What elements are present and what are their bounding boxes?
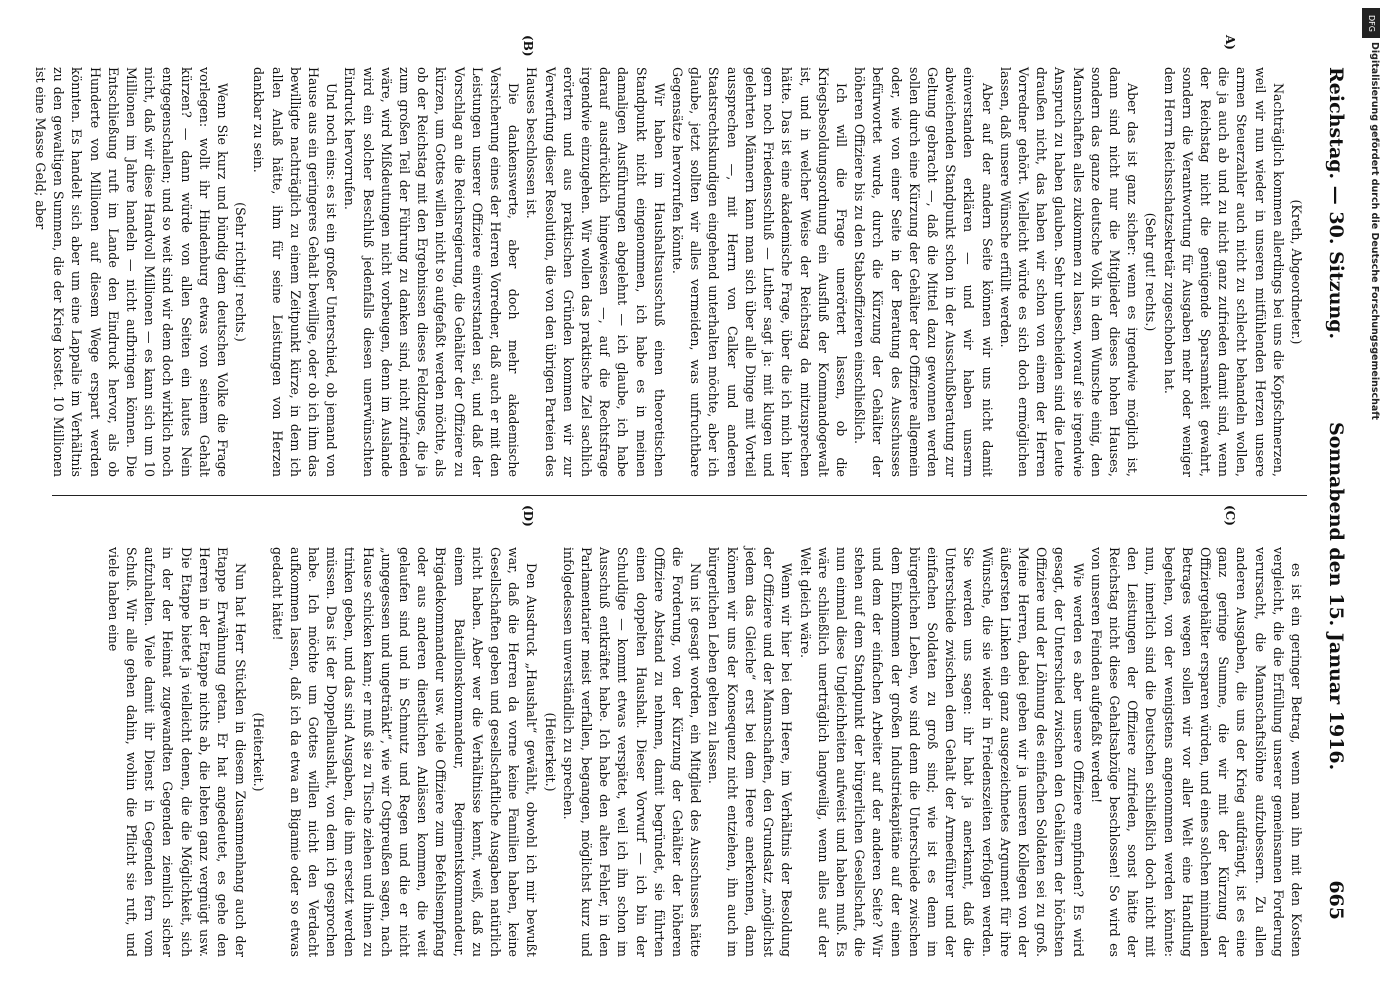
dfg-logo: DFG [1362, 8, 1380, 38]
paragraph: Wenn wir hier bei dem Heere, im Verhältnis der Besoldung der Offiziere und der Mannschaften, den Grundsatz „möglichst jedem das Gleiche“ erst bei dem Heere anerkennen, dann können wir uns der Konsequenz nicht entziehen, ihn auch im bürgerlichen Leben gelten zu lassen. [706, 547, 795, 957]
paragraph: Nun hat Herr Stücklen in diesem Zusammenhang auch der Etappe Erwähnung getan. Er hat angedeutet, es gehe den Herren in der Etappe nichts ab, die lebten ganz vergnügt usw. Die Etappe bietet ja vielleicht denen, die die Möglichkeit, sich in der der Heimat zugewandten Gegenden ziemlich sicher aufzuhalten. Viele damit ihr Dienst in Gegenden fern vom Schuß. Wir alle gehen dahin, wohin die Pflicht sie ruft, und viele haben eine [105, 547, 249, 957]
margin-marker-a: A) [1223, 35, 1237, 50]
paragraph: Aber auf der andern Seite können wir uns nicht damit einverstanden erklären — und wir haben unserm abweichenden Standpunkt schon in der Ausschußberatung zur Geltung gebracht —, daß die Mittel dazu gewonnen werden sollen durch eine Kürzung der Gehälter der Offiziere allgemein oder, wie von einer Seite in der Beratung des Ausschusses befürwortet wurde, durch die Kürzung der Gehälter der höheren Offiziere bis zu den Stabsoffizieren einschließlich. [852, 67, 995, 477]
rotated-newspaper-page [32, 27, 1355, 972]
paragraph: Ich will die Frage unerörtert lassen, ob die Kriegsbesoldungsordnung ein Ausfluß der Kommandogewalt ist, und in welcher Weise der Reichstag da mitzusprechen hätte. Das ist eine akademische Frage, über die ich mich hier gern noch Friedensschluß — Luther sagt ja: mit klugen und gelehrten Männern kann man sich über alle Dinge mit Vorteil aussprechen —, mit Herrn von Calker und anderen Staatsrechtskundigen eingehend unterhalten möchte, aber ich glaube, jetzt sollten wir alles vermeiden, was unfruchtbare Gegensätze hervorrufen könnte. [670, 67, 849, 477]
header-date: Sonnabend den 15. Januar 1916. [1325, 422, 1347, 771]
page-header [1315, 27, 1355, 972]
paragraph: Die dankenswerte, aber doch mehr akademische Versicherung eines der Herren Vorredner, daß auch er mit den Leistungen unserer Offiziere einverstanden sei, und daß der Vorschlag an die Reichsregierung, die Gehälter der Offiziere zu kürzen, um Gottes willen nicht so aufgefaßt werden möchte, als ob der Reichstag mit den Ergebnissen dieses Feldzuges, die ja zum großen Teil der Führung zu danken sind, nicht zufrieden wäre, wird Mißdeutungen nicht vorbeugen, denn im Auslande wird ein solcher Beschluß jedenfalls diesen unerwünschten Eindruck hervorrufen. [342, 67, 522, 477]
paragraph: Aber das ist ganz sicher: wenn es irgendwie möglich ist, dann sind nicht nur die Mitglieder dieses hohen Hauses, sondern das ganze deutsche Volk in dem Wunsche einig, den Mannschaften alles zukommen zu lassen, worauf sie irgendwie Anspruch zu haben glauben. Sehr unbescheiden sind die Leute draußen nicht, das haben wir schon von einem der Herren Vorredner gehört. Vielleicht würde es sich doch ermöglichen lassen, daß unsere Wünsche erfüllt werden. [997, 67, 1141, 477]
paragraph: Und noch eins: es ist ein großer Unterschied, ob jemand von Hause aus ein geringeres Gehalt bewillige, oder ob ich ihm das bewilligte nachträglich zu einem Zeitpunkt kürze, in dem ich allen Anlaß hätte, ihm für seine Leistungen von Herzen dankbar zu sein. [251, 67, 340, 477]
paragraph: es ist ein geringer Betrag, wenn man ihn mit den Kosten vergleicht, die die Erfüllung unserer gemeinsamen Forderung verursacht, die Mannschaftslöhne aufzubessern. Zu allen anderen Ausgaben, die uns der Krieg aufdrängt, ist es eine ganz geringe Summe, die wir mit der Kürzung der Offiziergehälter ersparen würden, und eines solchen minimalen Betrages wegen sollen wir vor aller Welt eine Handlung begehen, von der wenigstens angenommen werden könnte: nun, innerlich sind die Deutschen schließlich doch nicht mit den Leistungen der Offiziere zufrieden, sonst hätte der Reichstag nicht diese Gehaltsabzüge beschlossen! So wird es von unseren Feinden aufgefaßt werden! [1088, 547, 1304, 957]
paragraph: Wenn Sie kurz und bündig dem deutschen Volke die Frage vorlegen: wollt ihr Hindenburg etwas von seinem Gehalt kürzen? — dann würde von allen Seiten ein lautes Nein entgegenschallen; und so weit sind wir dem doch wirklich noch nicht, daß wir diese Handvoll Millionen — es kann sich um 10 Millionen im Jahre handeln — nicht aufbringen können. Die Entschließung ruft im Lande den Eindruck hervor, als ob Hunderte von Millionen auf diesem Wege erspart werden könnten. Es handelt sich aber um eine Lappalie im Verhältnis zu den gewaltigen Summen, die der Krieg kostet. 10 Millionen ist eine Masse Geld; aber [32, 67, 231, 477]
digitization-caption [1362, 8, 1380, 608]
interjection: (Sehr richtig! rechts.) [233, 202, 249, 342]
header-page-number: 665 [1325, 880, 1347, 920]
paragraph: Den Ausdruck „Haushalt“ gewählt, obwohl ich mir bewußt war, daß die Herren da vorne keine Familien haben, keine Gesellschaften geben und gesellschaftliche Ausgaben natürlich nicht haben. Aber wer die Verhältnisse kennt, weiß, daß zu einem Bataillonskommandeur, Regimentskommandeur, Brigadekommandeur usw. viele Offiziere zum Befehlsempfang oder aus anderen dienstlichen Anlässen kommen, die weit gelaufen sind und in Schmutz und Regen und die er nicht „ungegessen und ungetränkt“, wie wir Ostpreußen sagen, nach Hause schicken kann; er muß sie zu Tische ziehen und ihnen zu trinken geben, und das sind Ausgaben, die ihm ersetzt werden müssen. Das ist der Doppelhaushalt, von dem ich gesprochen habe. Ich möchte um Gottes willen nicht den Verdacht aufkommen lassen, daß ich da etwa an Bigamie oder so etwas gedacht hätte! [269, 547, 540, 957]
interjection: (Heiterkeit.) [542, 712, 558, 792]
interjection: (Heiterkeit.) [251, 712, 267, 792]
funding-note: Digitalisierung gefördert durch die Deutsche Forschungsgemeinschaft [1369, 42, 1380, 420]
margin-marker-b: (B) [521, 35, 535, 57]
margin-marker-d: (D) [521, 505, 535, 527]
column-divider [52, 495, 1307, 496]
interjection: (Sehr gut! rechts.) [1143, 212, 1159, 332]
paragraph: Wie werden es aber unsere Offiziere empfinden? Es wird gesagt, der Unterschied zwischen den Gehältern der höchsten Offiziere und der Löhnung des einfachen Soldaten sei zu groß. Meine Herren, dabei geben wir ja unseren Kollegen von der äußersten Linken ein ganz ausgezeichnetes Argument für ihre Wünsche, die sie wieder in Friedenszeiten verfolgen werden. Sie werden uns sagen: ihr habt ja anerkannt, daß die Unterschiede zwischen dem Gehalt der Armeeführer und der einfachen Soldaten zu groß sind; wie ist es denn im bürgerlichen Leben, wo sind denn die Unterschiede zwischen dem Einkommen der großen Industriekapitäne auf der einen und dem der einfachen Arbeiter auf der anderen Seite? Wir stehen auf dem Standpunkt der bürgerlichen Gesellschaft, die nun einmal diese Ungleichheiten aufweist und haben muß. Es wäre schließlich unerträglich langweilig, wenn alles auf der Welt gleich wäre. [797, 547, 1086, 957]
speaker-line: (Kreth, Abgeordneter.) [1289, 199, 1304, 345]
left-column [32, 67, 1305, 477]
right-column [60, 547, 1305, 957]
paragraph: Wir haben im Haushaltsausschuß einen theoretischen Standpunkt nicht eingenommen, ich habe es in meinen damaligen Ausführungen abgelehnt — ich glaube, ich habe darauf ausdrücklich hingewiesen —, auf die Rechtsfrage irgendwie einzugehen. Wir wollen das praktische Ziel sachlich erörtern und aus praktischen Gründen kommen wir zur Verwerfung dieser Resolution, die von den übrigen Parteien des Hauses beschlossen ist. [524, 67, 667, 477]
paragraph: Nun ist gesagt worden, ein Mitglied des Ausschusses hätte die Forderung, von der Kürzung der Gehälter der höheren Offiziere Abstand zu nehmen, damit begründet, sie führten einen doppelten Haushalt. Dieser Vorwurf — ich bin der Schuldige — kommt etwas verspätet, weil ich ihn schon im Ausschuß entkräftet habe. Ich habe den alten Fehler, in den Parlamentarier meist verfallen, begangen, möglichst kurz und infolgedessen unverständlich zu sprechen. [560, 547, 704, 957]
paragraph: Nachträglich kommen allerdings bei uns die Kopfschmerzen, weil wir nun wieder in unseren mitfühlenden Herzen unsere armen Steuerzahler auch nicht zu schlecht behandeln wollen, die ja auch ab und zu nicht ganz zufrieden damit sind, wenn der Reichstag nicht die genügende Sparsamkeit gewahrt, sondern die Verantwortung für Ausgaben mehr oder weniger dem Herrn Reichsschatzsekretär zugeschoben hat. [1161, 67, 1286, 477]
margin-marker-c: (C) [1223, 505, 1237, 526]
header-session: Reichstag. — 30. Sitzung. [1325, 67, 1347, 340]
